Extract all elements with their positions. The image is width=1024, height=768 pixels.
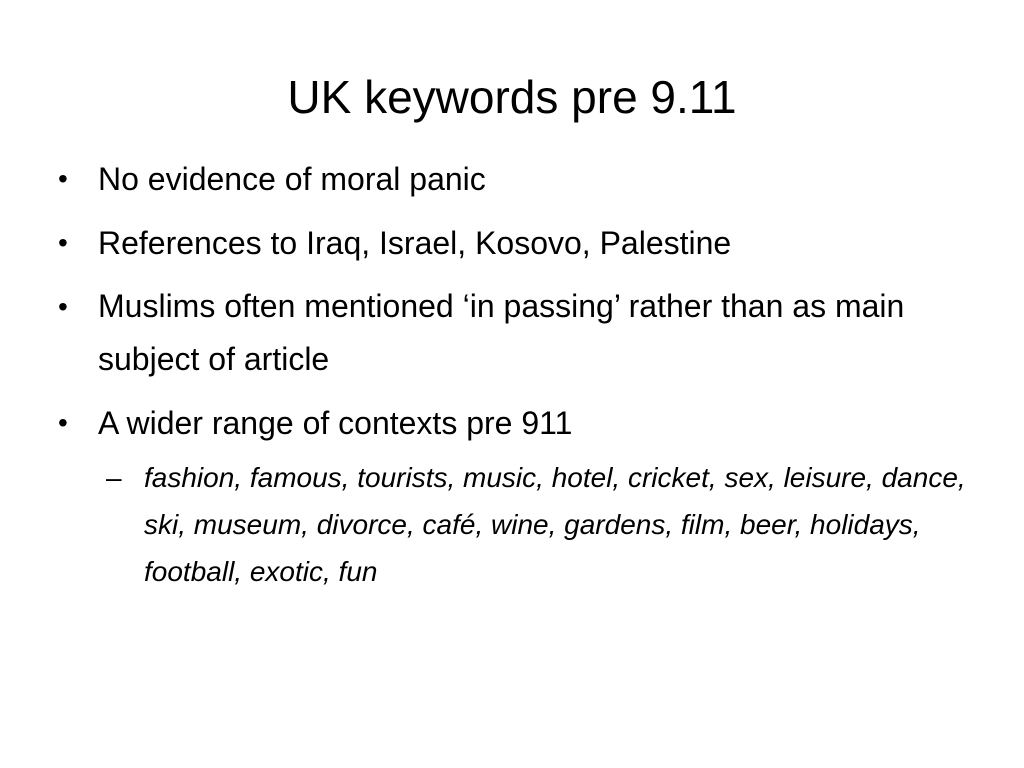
bullet-item [58,396,978,450]
bullet-item [58,216,978,270]
bullet-text: A wider range of contexts pre 911 [98,405,573,441]
bullet-item [58,152,978,206]
slide-title: UK keywords pre 9.11 [287,71,737,123]
sub-bullet-text: fashion, famous, tourists, music, hotel, cricket, sex, leisure, dance, ski, museum, divorce, café, wine, gardens, film, beer, holidays, football, exotic, fun [144,462,966,587]
bullet-icon: • [58,407,68,438]
bullet-text: No evidence of moral panic [98,161,486,197]
bullet-icon: • [58,291,68,322]
bullet-item [58,280,978,386]
sub-bullet-item [58,454,978,595]
bullet-icon: • [58,227,68,258]
bullet-text: Muslims often mentioned ‘in passing’ rather than as main subject of article [98,288,905,377]
bullet-list [58,152,978,595]
bullet-icon: • [58,163,68,194]
dash-icon: – [106,462,122,493]
bullet-text: References to Iraq, Israel, Kosovo, Palestine [98,225,732,261]
